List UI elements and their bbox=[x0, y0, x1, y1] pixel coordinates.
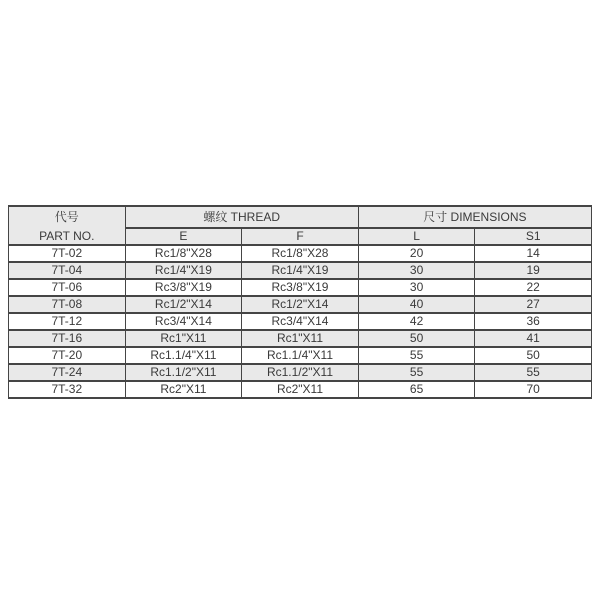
header-part-no-cn: 代号 bbox=[54, 210, 79, 224]
cell-part-no: 7T-08 bbox=[9, 296, 126, 313]
cell-dim-l: 30 bbox=[358, 279, 475, 296]
table-header bbox=[9, 206, 592, 245]
table-body bbox=[9, 245, 592, 398]
cell-dim-l: 20 bbox=[358, 245, 475, 262]
cell-dim-s1: 19 bbox=[475, 262, 592, 279]
cell-part-no: 7T-16 bbox=[9, 330, 126, 347]
cell-thread-f: Rc1"X11 bbox=[242, 330, 359, 347]
table-row bbox=[9, 364, 592, 381]
cell-thread-f: Rc3/4"X14 bbox=[242, 313, 359, 330]
cell-thread-e: Rc1/8"X28 bbox=[125, 245, 242, 262]
table-row bbox=[9, 296, 592, 313]
cell-thread-f: Rc1.1/4"X11 bbox=[242, 347, 359, 364]
table-row bbox=[9, 279, 592, 296]
cell-thread-e: Rc1/4"X19 bbox=[125, 262, 242, 279]
table-row bbox=[9, 330, 592, 347]
cell-thread-f: Rc1/8"X28 bbox=[242, 245, 359, 262]
cell-dim-s1: 70 bbox=[475, 381, 592, 398]
cell-thread-e: Rc3/4"X14 bbox=[125, 313, 242, 330]
cell-thread-e: Rc1/2"X14 bbox=[125, 296, 242, 313]
cell-dim-s1: 27 bbox=[475, 296, 592, 313]
cell-part-no: 7T-06 bbox=[9, 279, 126, 296]
table-row bbox=[9, 381, 592, 398]
cell-dim-s1: 14 bbox=[475, 245, 592, 262]
cell-dim-l: 40 bbox=[358, 296, 475, 313]
cell-dim-l: 55 bbox=[358, 364, 475, 381]
cell-thread-f: Rc1.1/2"X11 bbox=[242, 364, 359, 381]
cell-dim-l: 42 bbox=[358, 313, 475, 330]
cell-thread-f: Rc1/2"X14 bbox=[242, 296, 359, 313]
cell-part-no: 7T-32 bbox=[9, 381, 126, 398]
cell-part-no: 7T-04 bbox=[9, 262, 126, 279]
table-row bbox=[9, 262, 592, 279]
header-thread-group: 螺纹 THREAD bbox=[125, 206, 358, 228]
table-row bbox=[9, 245, 592, 262]
parts-spec-table bbox=[8, 205, 592, 399]
cell-thread-e: Rc2"X11 bbox=[125, 381, 242, 398]
cell-dim-s1: 41 bbox=[475, 330, 592, 347]
cell-dim-s1: 55 bbox=[475, 364, 592, 381]
table-row bbox=[9, 347, 592, 364]
cell-thread-e: Rc1"X11 bbox=[125, 330, 242, 347]
cell-thread-e: Rc3/8"X19 bbox=[125, 279, 242, 296]
header-group-row bbox=[9, 206, 592, 228]
header-col-l: L bbox=[358, 228, 475, 245]
cell-part-no: 7T-02 bbox=[9, 245, 126, 262]
header-dimensions-group: 尺寸 DIMENSIONS bbox=[358, 206, 591, 228]
header-part-no bbox=[9, 206, 126, 245]
cell-dim-s1: 36 bbox=[475, 313, 592, 330]
header-col-s1: S1 bbox=[475, 228, 592, 245]
cell-part-no: 7T-20 bbox=[9, 347, 126, 364]
cell-dim-l: 50 bbox=[358, 330, 475, 347]
header-col-f: F bbox=[242, 228, 359, 245]
cell-dim-l: 65 bbox=[358, 381, 475, 398]
header-part-no-en: PART NO. bbox=[39, 229, 95, 243]
cell-thread-f: Rc1/4"X19 bbox=[242, 262, 359, 279]
table-row bbox=[9, 313, 592, 330]
cell-dim-s1: 50 bbox=[475, 347, 592, 364]
header-col-e: E bbox=[125, 228, 242, 245]
cell-thread-f: Rc2"X11 bbox=[242, 381, 359, 398]
cell-thread-f: Rc3/8"X19 bbox=[242, 279, 359, 296]
cell-dim-s1: 22 bbox=[475, 279, 592, 296]
cell-thread-e: Rc1.1/2"X11 bbox=[125, 364, 242, 381]
cell-dim-l: 30 bbox=[358, 262, 475, 279]
cell-thread-e: Rc1.1/4"X11 bbox=[125, 347, 242, 364]
cell-part-no: 7T-12 bbox=[9, 313, 126, 330]
cell-dim-l: 55 bbox=[358, 347, 475, 364]
cell-part-no: 7T-24 bbox=[9, 364, 126, 381]
